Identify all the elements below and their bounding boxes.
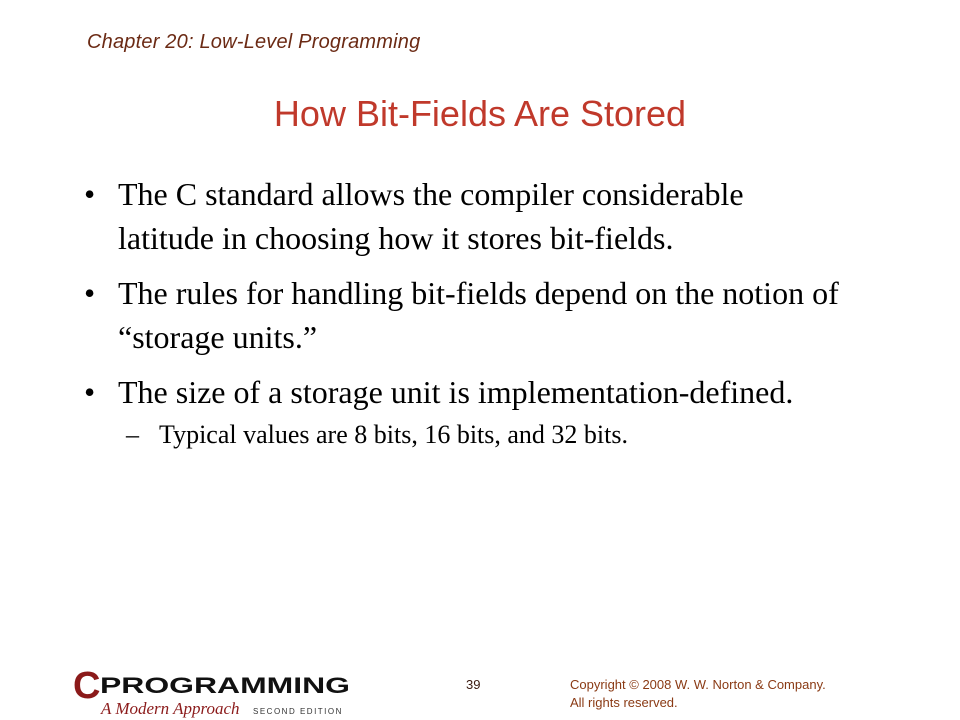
- page-number: 39: [466, 677, 481, 692]
- logo-programming-word: PROGRAMMING: [100, 673, 350, 698]
- bullet-item: [84, 370, 844, 414]
- bullet-item: [84, 172, 844, 260]
- bullet-marker: •: [84, 176, 96, 212]
- copyright-notice: [570, 676, 930, 712]
- bullet-text: The rules for handling bit-fields depend on the notion of “storage units.”: [118, 275, 839, 355]
- slide-title: How Bit-Fields Are Stored: [273, 93, 687, 134]
- logo-c-letter: C: [73, 668, 101, 707]
- bullet-text: The size of a storage unit is implementation-defined.: [118, 374, 794, 410]
- logo-tagline: A Modern Approach: [101, 699, 240, 718]
- sub-bullet-text: Typical values are 8 bits, 16 bits, and 32 bits.: [159, 420, 628, 449]
- chapter-header: Chapter 20: Low-Level Programming: [87, 31, 421, 53]
- copyright-line: All rights reserved.: [570, 695, 678, 710]
- sub-bullet-item: [84, 417, 844, 453]
- logo-edition: SECOND EDITION: [253, 707, 343, 716]
- bullet-marker: •: [84, 374, 96, 410]
- bullet-text: The C standard allows the compiler considerable latitude in choosing how it stores bit-fields.: [118, 176, 744, 256]
- copyright-line: Copyright © 2008 W. W. Norton & Company.: [570, 677, 826, 692]
- sub-bullet-marker: –: [126, 420, 139, 449]
- bullet-marker: •: [84, 275, 96, 311]
- bullet-item: [84, 271, 844, 359]
- bullet-list: [84, 172, 844, 453]
- book-logo: [73, 668, 363, 720]
